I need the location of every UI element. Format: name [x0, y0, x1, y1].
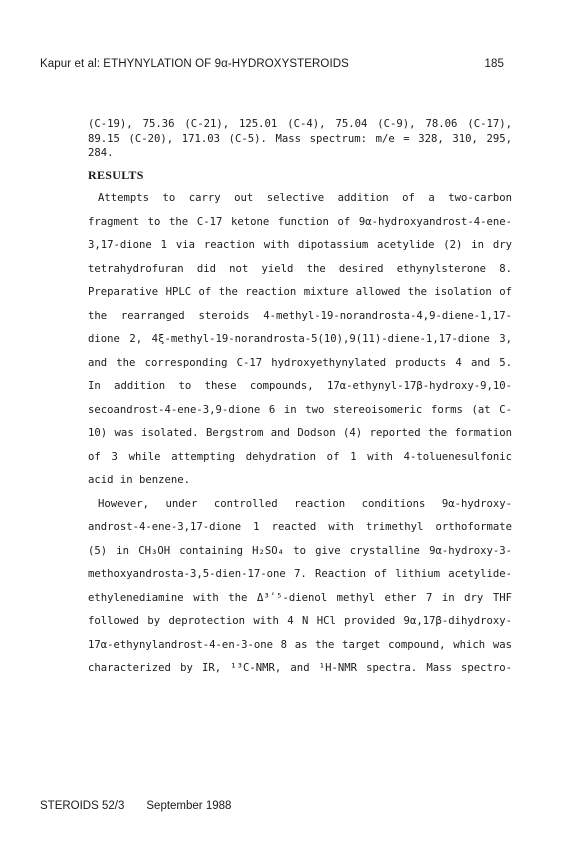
journal-issue: STEROIDS 52/3 [40, 800, 125, 812]
paragraph1-line: Preparative HPLC of the reaction mixture allowed the isolation of [88, 286, 512, 298]
paragraph1-line: 3,17-dione 1 via reaction with dipotassium acetylide (2) in dry [88, 239, 512, 251]
paragraph2-line: characterized by IR, ¹³C-NMR, and ¹H-NMR spectra. Mass spectro- [88, 662, 512, 674]
paragraph1-line: and the corresponding C-17 hydroxyethynylated products 4 and 5. [88, 356, 512, 369]
paragraph1-line: 10) was isolated. Bergstrom and Dodson (4) reported the formation [88, 427, 512, 439]
paragraph2-line: (5) in CH₃OH containing H₂SO₄ to give crystalline 9α-hydroxy-3- [88, 544, 512, 557]
paragraph1-line: In addition to these compounds, 17α-ethynyl-17β-hydroxy-9,10- [88, 380, 512, 392]
section-heading-results: RESULTS [88, 168, 144, 182]
paragraph1-line: secoandrost-4-ene-3,9-dione 6 in two stereoisomeric forms (at C- [88, 403, 512, 416]
page-footer [40, 800, 231, 812]
results-body [88, 187, 512, 681]
paragraph1-line: dione 2, 4ξ-methyl-19-norandrosta-5(10),9(11)-diene-1,17-dione 3, [88, 333, 512, 345]
paragraph2-line: methoxyandrosta-3,5-dien-17-one 7. Reaction of lithium acetylide- [88, 568, 512, 580]
paragraph1-line: the rearranged steroids 4-methyl-19-norandrosta-4,9-diene-1,17- [88, 309, 512, 322]
nmr-data-fragment: (C-19), 75.36 (C-21), 125.01 (C-4), 75.04 (C-9), 78.06 (C-17), 89.15 (C-20), 171.03 (C-5). Mass spectrum: m/e = 328, 310, 295, 284. [88, 118, 512, 159]
paragraph1-line: Attempts to carry out selective addition of a two-carbon [98, 192, 512, 204]
paragraph2-line: followed by deprotection with 4 N HCl provided 9α,17β-dihydroxy- [88, 615, 512, 627]
paragraph1-line: tetrahydrofuran did not yield the desired ethynylsterone 8. [88, 262, 512, 275]
publication-date: September 1988 [146, 800, 232, 812]
paragraph2-line: androst-4-ene-3,17-dione 1 reacted with trimethyl orthoformate [88, 521, 512, 533]
page-number: 185 [484, 58, 504, 70]
running-header [40, 58, 504, 70]
paragraph2-line: 17α-ethynylandrost-4-en-3-one 8 as the target compound, which was [88, 638, 512, 651]
paragraph2-line: However, under controlled reaction conditions 9α-hydroxy- [98, 497, 512, 510]
paragraph1-line: of 3 while attempting dehydration of 1 with 4-toluenesulfonic [88, 450, 512, 463]
paragraph2-line: ethylenediamine with the Δ³ʹ⁵-dienol methyl ether 7 in dry THF [88, 591, 512, 604]
paragraph1-line: acid in benzene. [88, 474, 191, 486]
running-title: Kapur et al: ETHYNYLATION OF 9α-HYDROXYSTEROIDS [40, 58, 349, 70]
paragraph1-line: fragment to the C-17 ketone function of 9α-hydroxyandrost-4-ene- [88, 215, 512, 228]
